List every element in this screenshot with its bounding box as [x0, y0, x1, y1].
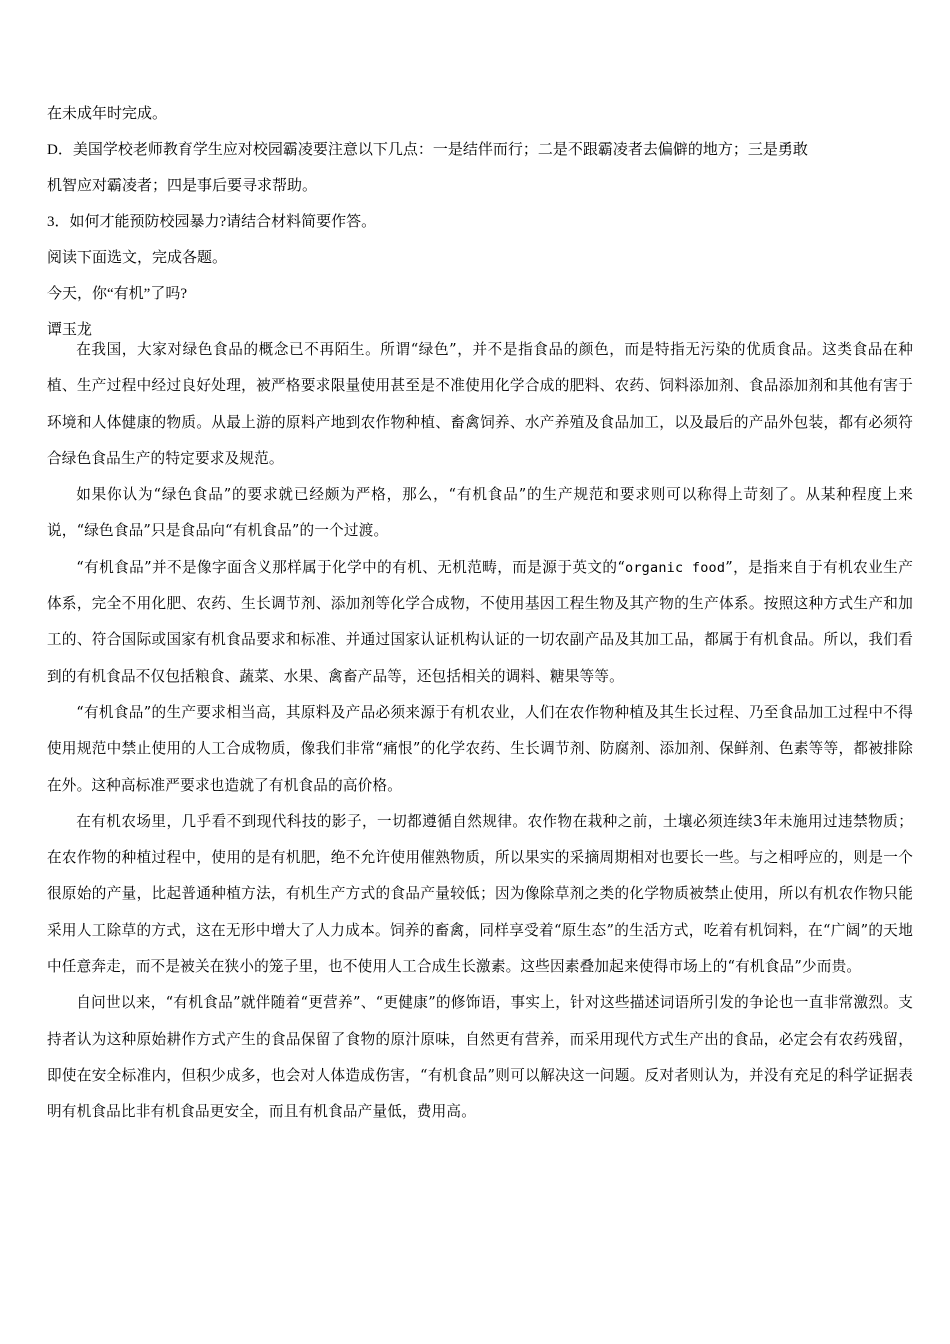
question-3: 3．如何才能预防校园暴力?请结合材料简要作答。 [47, 214, 377, 230]
paragraph-1: 在我国，大家对绿色食品的概念已不再陌生。所谓“绿色”，并不是指食品的颜色，而是特指无污染的优质食品。这类食品在种植、生产过程中经过良好处理，被严格要求限量使用甚至是不准使用化学合成的肥料、农药、饲料添加剂、食品添加剂和其他有害于环境和人体健康的物质。从最上游的原料产地到农作物种植、畜禽饲养、水产养殖及食品加工，以及最后的产品外包装，都有必须符合绿色食品生产的特定要求及规范。 [47, 341, 913, 467]
organic-food-term: organic food [625, 559, 726, 576]
question-section [47, 96, 913, 348]
article-author: 谭玉龙 [47, 322, 93, 338]
paragraph-6: 自问世以来，“有机食品”就伴随着“更营养”、“更健康”的修饰语，事实上，针对这些描述词语所引发的争论也一直非常激烈。支持者认为这种原始耕作方式产生的食品保留了食物的原汁原味，自然更有营养，而采用现代方式生产出的食品，必定会有农药残留，即使在安全标准内，但积少成多，也会对人体造成伤害，“有机食品”则可以解决这一问题。反对者则认为，并没有充足的科学证据表明有机食品比非有机食品更安全，而且有机食品产量低，费用高。 [47, 994, 913, 1121]
option-d-line-1: D．美国学校老师教育学生应对校园霸凌要注意以下几点：一是结伴而行；二是不跟霸凌者去偏僻的地方；三是勇敢 [47, 142, 808, 158]
paragraph-2: 如果你认为“绿色食品”的要求就已经颇为严格，那么，“有机食品”的生产规范和要求则可以称得上苛刻了。从某种程度上来说，“绿色食品”只是食品向“有机食品”的一个过渡。 [47, 486, 913, 540]
reading-instruction: 阅读下面选文，完成各题。 [47, 250, 228, 266]
article-title: 今天，你“有机”了吗? [47, 286, 187, 302]
option-c-continuation: 在未成年时完成。 [47, 106, 168, 122]
paragraph-3-part-1: “有机食品”并不是像字面含义那样属于化学中的有机、无机范畴，而是源于英文的“ [76, 558, 626, 576]
paragraph-4: “有机食品”的生产要求相当高，其原料及产品必须来源于有机农业，人们在农作物种植及其生长过程、乃至食品加工过程中不得使用规范中禁止使用的人工合成物质，像我们非常“痛恨”的化学农药、生长调节剂、防腐剂、添加剂、保鲜剂、色素等等，都被排除在外。这种高标准严要求也造就了有机食品的高价格。 [47, 703, 913, 794]
article-body [47, 332, 913, 1131]
option-d-line-2: 机智应对霸凌者；四是事后要寻求帮助。 [47, 178, 318, 194]
paragraph-3 [47, 550, 913, 695]
paragraph-5: 在有机农场里，几乎看不到现代科技的影子，一切都遵循自然规律。农作物在栽种之前，土壤必须连续3年未施用过违禁物质；在农作物的种植过程中，使用的是有机肥，绝不允许使用催熟物质，所以果实的采摘周期相对也要长一些。与之相呼应的，则是一个很原始的产量，比起普通种植方法，有机生产方式的食品产量较低；因为像除草剂之类的化学物质被禁止使用，所以有机农作物只能采用人工除草的方式，这在无形中增大了人力成本。饲养的畜禽，同样享受着“原生态”的生活方式，吃着有机饲料，在“广阔”的天地中任意奔走，而不是被关在狭小的笼子里，也不使用人工合成生长激素。这些因素叠加起来使得市场上的“有机食品”少而贵。 [47, 812, 913, 976]
paragraph-3-part-2: ”，是指来自于有机农业生产体系，完全不用化肥、农药、生长调节剂、添加剂等化学合成物，不使用基因工程生物及其产物的生产体系。按照这种方式生产和加工的、符合国际或国家有机食品要求和标准、并通过国家认证机构认证的一切农副产品及其加工品，都属于有机食品。所以，我们看到的有机食品不仅包括粮食、蔬菜、水果、禽畜产品等，还包括相关的调料、糖果等等。 [47, 558, 913, 685]
